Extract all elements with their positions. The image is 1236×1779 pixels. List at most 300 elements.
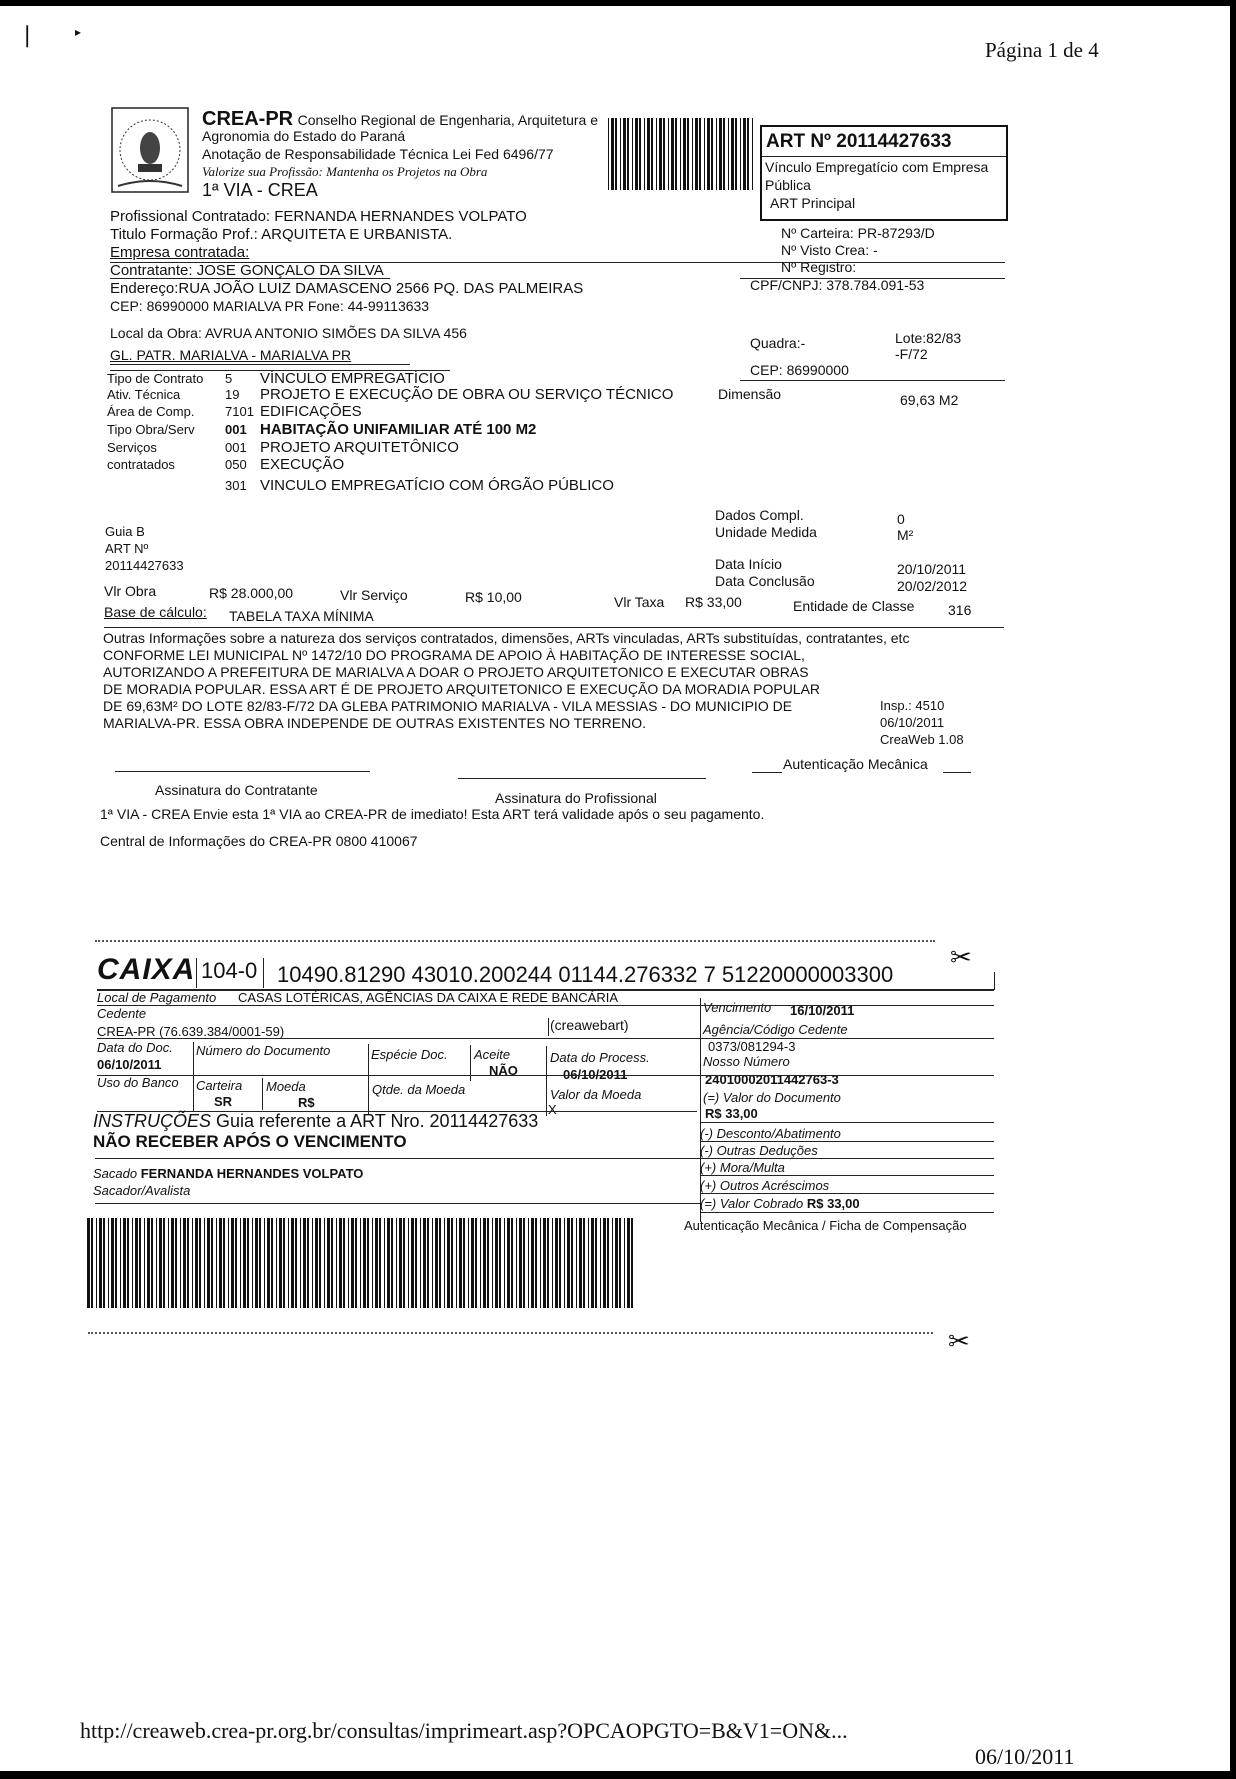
dados-compl-label: Dados Compl.: [715, 507, 804, 523]
barcode-bar: [144, 1218, 145, 1308]
outras-header: Outras Informações sobre a natureza dos serviços contratados, dimensões, ARTs vinculadas, ARTs substituídas, contratantes, etc: [103, 630, 910, 646]
outras-deducoes: (-) Outras Deduções: [700, 1143, 818, 1158]
barcode-bar: [487, 1218, 489, 1308]
sacado: [93, 1166, 363, 1181]
tecnico-row-code: 7101: [225, 404, 254, 419]
guia-art-label: ART Nº: [105, 541, 149, 556]
tecnico-row-desc: HABITAÇÃO UNIFAMILIAR ATÉ 100 M2: [260, 421, 537, 438]
moeda-label: Moeda: [266, 1079, 306, 1094]
dimensao-value: 69,63 M2: [900, 392, 959, 408]
via-note-bold: 1ª VIA - CREA: [100, 806, 190, 822]
barcode-bar: [735, 118, 737, 190]
numero-carteira: Nº Carteira: PR-87293/D: [781, 225, 935, 241]
outras-line: CONFORME LEI MUNICIPAL Nº 1472/10 DO PROGRAMA DE APOIO À HABITAÇÃO DE INTERESSE SOCIAL,: [103, 647, 805, 663]
contratante-cep: CEP: 86990000 MARIALVA PR Fone: 44-99113633: [110, 298, 430, 314]
tecnico-row-desc: PROJETO ARQUITETÔNICO: [260, 439, 459, 456]
barcode-bar: [336, 1218, 337, 1308]
obra-lote: Lote:82/83: [895, 330, 962, 346]
barcode-bar: [324, 1218, 325, 1308]
barcode-bar: [420, 1218, 421, 1308]
barcode-bar: [96, 1218, 97, 1308]
instrucoes-value: Guia referente a ART Nro. 20114427633: [216, 1111, 539, 1131]
creaweb-version: CreaWeb 1.08: [880, 732, 964, 747]
outras-line: DE 69,63M² DO LOTE 82/83-F/72 DA GLEBA PATRIMONIO MARIALVA - VILA MESSIAS - DO MUNICIPIO DE: [103, 698, 793, 714]
barcode-bar: [427, 1218, 429, 1308]
outras-line: DE MORADIA POPULAR. ESSA ART É DE PROJETO ARQUITETONICO E EXECUÇÃO DA MORADIA POPULAR: [103, 681, 821, 697]
aceite-value: NÃO: [489, 1063, 518, 1078]
barcode-bar: [319, 1218, 321, 1308]
barcode-bar: [331, 1218, 333, 1308]
barcode-bar: [183, 1218, 186, 1308]
guia-label: Guia B: [105, 524, 145, 539]
dados-compl-value: 0: [897, 511, 905, 527]
barcode-bar: [747, 118, 749, 190]
art-box: [760, 125, 1008, 221]
barcode-bar: [396, 1218, 397, 1308]
barcode-bar: [231, 1218, 234, 1308]
numero-visto: Nº Visto Crea: -: [781, 242, 878, 258]
guia-art-number: 20114427633: [105, 558, 184, 573]
tecnico-row-code: 001: [225, 440, 247, 455]
barcode-bar: [199, 1218, 201, 1308]
agencia-value: 0373/081294-3: [708, 1039, 796, 1054]
barcode-bar: [511, 1218, 513, 1308]
barcode-bar: [499, 1218, 501, 1308]
barcode-bar: [459, 1218, 462, 1308]
barcode-bar: [264, 1218, 265, 1308]
nosso-numero-value: 24010002011442763-3: [705, 1072, 839, 1087]
barcode-bar: [699, 118, 701, 190]
barcode-bar: [279, 1218, 282, 1308]
barcode-bar: [591, 1218, 594, 1308]
barcode-bar: [716, 118, 717, 190]
barcode-bar: [127, 1218, 129, 1308]
barcode-bar: [519, 1218, 522, 1308]
barcode-bar: [115, 1218, 117, 1308]
barcode-bar: [108, 1218, 109, 1308]
vlr-obra-label: Vlr Obra: [104, 583, 157, 599]
barcode-bar: [547, 1218, 549, 1308]
barcode-bar: [471, 1218, 474, 1308]
barcode-bar: [303, 1218, 306, 1308]
obra-quadra: Quadra:-: [750, 335, 806, 351]
barcode-bar: [631, 1218, 633, 1308]
barcode-bar: [432, 1218, 433, 1308]
insp-number: Insp.: 4510: [880, 698, 945, 713]
titulo-formacao: Titulo Formação Prof.: ARQUITETA E URBANISTA.: [110, 226, 453, 243]
barcode-bar: [291, 1218, 294, 1308]
footer-date: 06/10/2011: [975, 1744, 1075, 1769]
carteira-label: Carteira: [196, 1078, 243, 1093]
instrucoes: [93, 1111, 538, 1132]
tecnico-row-desc: VÍNCULO EMPREGATÍCIO: [260, 370, 445, 387]
barcode-bar: [363, 1218, 366, 1308]
barcode-bar: [372, 1218, 373, 1308]
barcode-bar: [624, 1218, 625, 1308]
local-pagamento-label: Local de Pagamento: [97, 990, 217, 1005]
via-note-text: Envie esta 1ª VIA ao CREA-PR de imediato! Esta ART terá validade após o seu pagamento.: [193, 806, 765, 822]
barcode-bar: [219, 1218, 222, 1308]
barcode-bar: [668, 118, 669, 190]
barcode-bar: [211, 1218, 213, 1308]
barcode-bar: [91, 1218, 93, 1308]
barcode-bar: [671, 118, 674, 190]
crea-seal-logo: [110, 106, 190, 194]
barcode-bar: [680, 118, 681, 190]
vlr-taxa-value: R$ 33,00: [685, 594, 742, 610]
barcode-bar: [147, 1218, 150, 1308]
cut-line-bottom: [88, 1332, 933, 1334]
art-number: ART Nº 20114427633: [766, 131, 952, 152]
obra-gleba: GL. PATR. MARIALVA - MARIALVA PR: [110, 347, 352, 363]
data-process-value: 06/10/2011: [563, 1067, 628, 1082]
obra-lote2: -F/72: [895, 346, 928, 362]
via-note: [100, 806, 764, 822]
barcode-bar: [600, 1218, 601, 1308]
especie-doc-label: Espécie Doc.: [371, 1047, 448, 1062]
barcode-bar: [204, 1218, 205, 1308]
barcode-bar: [123, 1218, 126, 1308]
moeda-value: R$: [298, 1095, 315, 1110]
barcode-bar: [555, 1218, 558, 1308]
tecnico-row-label: Tipo de Contrato: [107, 371, 204, 386]
barcode-bar: [387, 1218, 390, 1308]
barcode-bar: [343, 1218, 345, 1308]
empresa-contratada: Empresa contratada:: [110, 244, 250, 261]
barcode-bar: [695, 118, 698, 190]
barcode-bar: [675, 118, 677, 190]
barcode-bar: [228, 1218, 229, 1308]
unidade-medida-label: Unidade Medida: [715, 524, 817, 540]
barcode-bar: [391, 1218, 393, 1308]
valor-documento-label: (=) Valor do Documento: [703, 1090, 841, 1105]
autenticacao-ficha: Autenticação Mecânica / Ficha de Compensação: [684, 1218, 967, 1233]
scissors-icon-bottom: ✂: [948, 1326, 970, 1356]
vencimento-label: Vencimento: [703, 1000, 772, 1015]
barcode-bar: [348, 1218, 349, 1308]
art-vinculo: Vínculo Empregatício com Empresa: [765, 159, 989, 175]
numero-documento-label: Número do Documento: [196, 1043, 331, 1058]
barcode-bar: [151, 1218, 153, 1308]
barcode-bar: [559, 1218, 561, 1308]
barcode-bar: [492, 1218, 493, 1308]
barcode-bar: [456, 1218, 457, 1308]
scan-border-right: [1230, 0, 1236, 1779]
barcode-bar: [567, 1218, 570, 1308]
scan-border-top: [0, 0, 1236, 6]
barcode-bar: [627, 1218, 630, 1308]
barcode-bar: [312, 1218, 313, 1308]
barcode-bar: [339, 1218, 342, 1308]
data-conclusao-value: 20/02/2012: [897, 578, 968, 594]
art-barcode: [608, 118, 758, 190]
tecnico-row-desc: VINCULO EMPREGATÍCIO COM ÓRGÃO PÚBLICO: [260, 477, 614, 494]
tecnico-row-label: Tipo Obra/Serv: [107, 422, 195, 437]
barcode-bar: [588, 1218, 589, 1308]
tecnico-row-code: 5: [225, 371, 233, 386]
barcode-bar: [595, 1218, 597, 1308]
entidade-classe-value: 316: [948, 602, 972, 618]
barcode-bar: [647, 118, 650, 190]
barcode-bar: [603, 1218, 606, 1308]
barcode-bar: [516, 1218, 517, 1308]
unidade-medida-value: M²: [897, 527, 914, 543]
barcode-bar: [531, 1218, 534, 1308]
barcode-bar: [300, 1218, 301, 1308]
tecnico-row-code: 301: [225, 478, 247, 493]
qtde-moeda-label: Qtde. da Moeda: [372, 1082, 466, 1097]
barcode-bar: [507, 1218, 510, 1308]
autenticacao-mecanica: Autenticação Mecânica: [783, 756, 928, 772]
barcode-bar: [615, 118, 617, 190]
barcode-bar: [408, 1218, 409, 1308]
barcode-bar: [475, 1218, 477, 1308]
barcode-bar: [243, 1218, 246, 1308]
barcode-bar: [468, 1218, 469, 1308]
barcode-bar: [504, 1218, 505, 1308]
page-number: Página 1 de 4: [985, 38, 1099, 62]
barcode-bar: [543, 1218, 546, 1308]
barcode-bar: [495, 1218, 498, 1308]
barcode-bar: [540, 1218, 541, 1308]
barcode-bar: [611, 118, 614, 190]
barcode-bar: [615, 1218, 618, 1308]
barcode-bar: [612, 1218, 613, 1308]
barcode-bar: [375, 1218, 378, 1308]
dimensao-label: Dimensão: [718, 386, 782, 402]
footer-url: http://creaweb.crea-pr.org.br/consultas/imprimeart.asp?OPCAOPGTO=B&V1=ON&...: [80, 1718, 848, 1743]
tecnico-row-code: 050: [225, 457, 247, 472]
profissional-contratado: Profissional Contratado: FERNANDA HERNANDES VOLPATO: [110, 208, 527, 225]
barcode-bar: [423, 1218, 426, 1308]
contratante-nome: Contratante: JOSE GONÇALO DA SILVA: [110, 262, 384, 279]
insp-date: 06/10/2011: [880, 715, 945, 730]
tecnico-row-label: Área de Comp.: [107, 404, 195, 419]
valor-cobrado: [700, 1196, 860, 1211]
barcode-bar: [620, 118, 621, 190]
valor-cobrado-value: R$ 33,00: [806, 1196, 860, 1211]
caixa-logo: CAIXA: [97, 953, 196, 986]
barcode-bar: [159, 1218, 162, 1308]
barcode-bar: [120, 1218, 121, 1308]
scan-mark-arrow: ▸: [75, 25, 82, 39]
obra-cep: CEP: 86990000: [750, 362, 849, 378]
barcode-bar: [435, 1218, 438, 1308]
barcode-bar: [171, 1218, 174, 1308]
barcode-bar: [315, 1218, 318, 1308]
crea-line3: Anotação de Responsabilidade Técnica Lei Fed 6496/77: [202, 146, 554, 162]
barcode-bar: [447, 1218, 450, 1308]
base-calculo-label: Base de cálculo:: [104, 604, 207, 620]
barcode-bar: [139, 1218, 141, 1308]
assinatura-profissional: Assinatura do Profissional: [495, 790, 657, 806]
barcode-bar: [608, 118, 609, 190]
barcode-bar: [223, 1218, 225, 1308]
barcode-bar: [103, 1218, 105, 1308]
barcode-bar: [444, 1218, 445, 1308]
barcode-bar: [731, 118, 734, 190]
barcode-bar: [252, 1218, 253, 1308]
barcode-bar: [240, 1218, 241, 1308]
crea-via: 1ª VIA - CREA: [202, 180, 318, 200]
barcode-bar: [156, 1218, 157, 1308]
barcode-bar: [651, 118, 653, 190]
barcode-bar: [535, 1218, 537, 1308]
sacado-label: Sacado: [93, 1166, 138, 1181]
barcode-bar: [480, 1218, 481, 1308]
tecnico-row-desc: EDIFICAÇÕES: [260, 403, 362, 420]
barcode-bar: [564, 1218, 565, 1308]
data-doc-label: Data do Doc.: [97, 1040, 173, 1055]
carteira-value: SR: [214, 1094, 233, 1109]
barcode-bar: [439, 1218, 441, 1308]
barcode-bar: [583, 1218, 585, 1308]
creawebart: (creawebart): [550, 1017, 629, 1033]
barcode-bar: [711, 118, 713, 190]
barcode-bar: [379, 1218, 381, 1308]
barcode-bar: [451, 1218, 453, 1308]
barcode-bar: [283, 1218, 285, 1308]
tecnico-row-code: 001: [225, 422, 247, 437]
barcode-bar: [216, 1218, 217, 1308]
cedente-value: CREA-PR (76.639.384/0001-59): [97, 1024, 285, 1039]
barcode-bar: [523, 1218, 525, 1308]
aceite-label: Aceite: [474, 1047, 511, 1062]
vlr-servico-label: Vlr Serviço: [340, 587, 408, 603]
agencia-label: Agência/Código Cedente: [703, 1022, 848, 1037]
barcode-bar: [192, 1218, 193, 1308]
barcode-bar: [752, 118, 753, 190]
barcode-bar: [367, 1218, 369, 1308]
scan-mark: ❘: [18, 22, 37, 47]
barcode-bar: [552, 1218, 553, 1308]
barcode-bar: [163, 1218, 165, 1308]
barcode-bar: [623, 118, 626, 190]
barcode-bar: [483, 1218, 486, 1308]
barcode-bar: [259, 1218, 261, 1308]
vlr-taxa-label: Vlr Taxa: [614, 594, 665, 610]
barcode-bar: [247, 1218, 249, 1308]
barcode-bar: [704, 118, 705, 190]
nosso-numero-label: Nosso Número: [703, 1054, 790, 1069]
data-conclusao-label: Data Conclusão: [715, 573, 815, 589]
barcode-bar: [571, 1218, 573, 1308]
contratante-cpf: CPF/CNPJ: 378.784.091-53: [750, 277, 925, 293]
barcode-bar: [528, 1218, 529, 1308]
crea-line2: Agronomia do Estado do Paraná: [202, 128, 406, 144]
barcode-bar: [635, 118, 638, 190]
cut-line-top: [95, 940, 935, 942]
art-vinculo2: Pública: [765, 177, 811, 193]
barcode-bar: [267, 1218, 270, 1308]
barcode-bar: [663, 118, 665, 190]
barcode-bar: [743, 118, 746, 190]
barcode-bar: [579, 1218, 582, 1308]
barcode-bar: [180, 1218, 181, 1308]
barcode-bar: [740, 118, 741, 190]
outros-acrescimos: (+) Outros Acréscimos: [700, 1178, 830, 1193]
barcode-bar: [168, 1218, 169, 1308]
barcode-bar: [619, 1218, 621, 1308]
barcode-bar: [659, 118, 662, 190]
vencimento-value: 16/10/2011: [790, 1003, 855, 1018]
barcode-bar: [132, 1218, 133, 1308]
barcode-bar: [235, 1218, 237, 1308]
contratante-endereco: Endereço:RUA JOÃO LUIZ DAMASCENO 2566 PQ. DAS PALMEIRAS: [110, 280, 584, 297]
barcode-bar: [255, 1218, 258, 1308]
barcode-bar: [111, 1218, 114, 1308]
barcode-bar: [399, 1218, 402, 1308]
barcode-bar: [639, 118, 641, 190]
barcode-bar: [576, 1218, 577, 1308]
tecnico-row-desc: PROJETO E EXECUÇÃO DE OBRA OU SERVIÇO TÉCNICO: [260, 386, 674, 403]
valor-moeda-value: X: [548, 1102, 557, 1117]
crea-title: CREA-PR: [202, 108, 294, 130]
barcode-bar: [692, 118, 693, 190]
numero-registro: Nº Registro:: [781, 259, 857, 275]
desconto: (-) Desconto/Abatimento: [700, 1126, 841, 1141]
entidade-classe-label: Entidade de Classe: [793, 598, 915, 614]
assinatura-contratante: Assinatura do Contratante: [155, 782, 318, 798]
barcode-bar: [463, 1218, 465, 1308]
sacador-avalista: Sacador/Avalista: [93, 1183, 191, 1198]
barcode-bar: [707, 118, 710, 190]
scan-border-bottom: [0, 1771, 1236, 1779]
barcode-bar: [632, 118, 633, 190]
vlr-obra-value: R$ 28.000,00: [209, 585, 294, 601]
barcode-bar: [656, 118, 657, 190]
barcode-bar: [644, 118, 645, 190]
central-informacoes: Central de Informações do CREA-PR 0800 410067: [100, 833, 418, 849]
data-inicio-value: 20/10/2011: [897, 561, 967, 577]
barcode-bar: [683, 118, 686, 190]
barcode-bar: [99, 1218, 102, 1308]
barcode-bar: [351, 1218, 354, 1308]
data-doc-value: 06/10/2011: [97, 1057, 162, 1072]
barcode-bar: [135, 1218, 138, 1308]
barcode-bar: [384, 1218, 385, 1308]
barcode-bar: [687, 118, 689, 190]
barcode-bar: [719, 118, 722, 190]
barcode-bar: [728, 118, 729, 190]
cedente-label: Cedente: [97, 1006, 147, 1021]
outras-line: MARIALVA-PR. ESSA OBRA INDEPENDE DE OUTRAS EXISTENTES NO TERRENO.: [103, 715, 647, 731]
barcode-bar: [415, 1218, 417, 1308]
nao-receber: NÃO RECEBER APÓS O VENCIMENTO: [93, 1132, 407, 1151]
barcode-bar: [207, 1218, 210, 1308]
outras-line: AUTORIZANDO A PREFEITURA DE MARIALVA A DOAR O PROJETO ARQUITETONICO E EXECUTAR OBRAS: [103, 664, 809, 680]
tecnico-row-label: Ativ. Técnica: [107, 387, 181, 402]
crea-title-rest: Conselho Regional de Engenharia, Arquitetura e: [297, 112, 599, 128]
data-process-label: Data do Process.: [550, 1050, 650, 1065]
barcode-bar: [360, 1218, 361, 1308]
barcode-bar: [276, 1218, 277, 1308]
barcode-bar: [307, 1218, 309, 1308]
base-calculo-value: TABELA TAXA MÍNIMA: [229, 608, 374, 624]
barcode-bar: [403, 1218, 405, 1308]
uso-banco-label: Uso do Banco: [97, 1075, 179, 1090]
data-inicio-label: Data Início: [715, 556, 782, 572]
barcode-bar: [327, 1218, 330, 1308]
art-tipo: ART Principal: [770, 195, 856, 211]
tecnico-row-code: 19: [225, 387, 240, 402]
barcode-bar: [288, 1218, 289, 1308]
local-obra: Local da Obra: AVRUA ANTONIO SIMÕES DA SILVA 456: [110, 325, 467, 341]
local-pagamento-value: CASAS LOTÉRICAS, AGÊNCIAS DA CAIXA E REDE BANCÁRIA: [238, 990, 619, 1005]
vlr-servico-value: R$ 10,00: [465, 589, 522, 605]
barcode-bar: [175, 1218, 177, 1308]
tecnico-row-label: Serviços: [107, 440, 157, 455]
